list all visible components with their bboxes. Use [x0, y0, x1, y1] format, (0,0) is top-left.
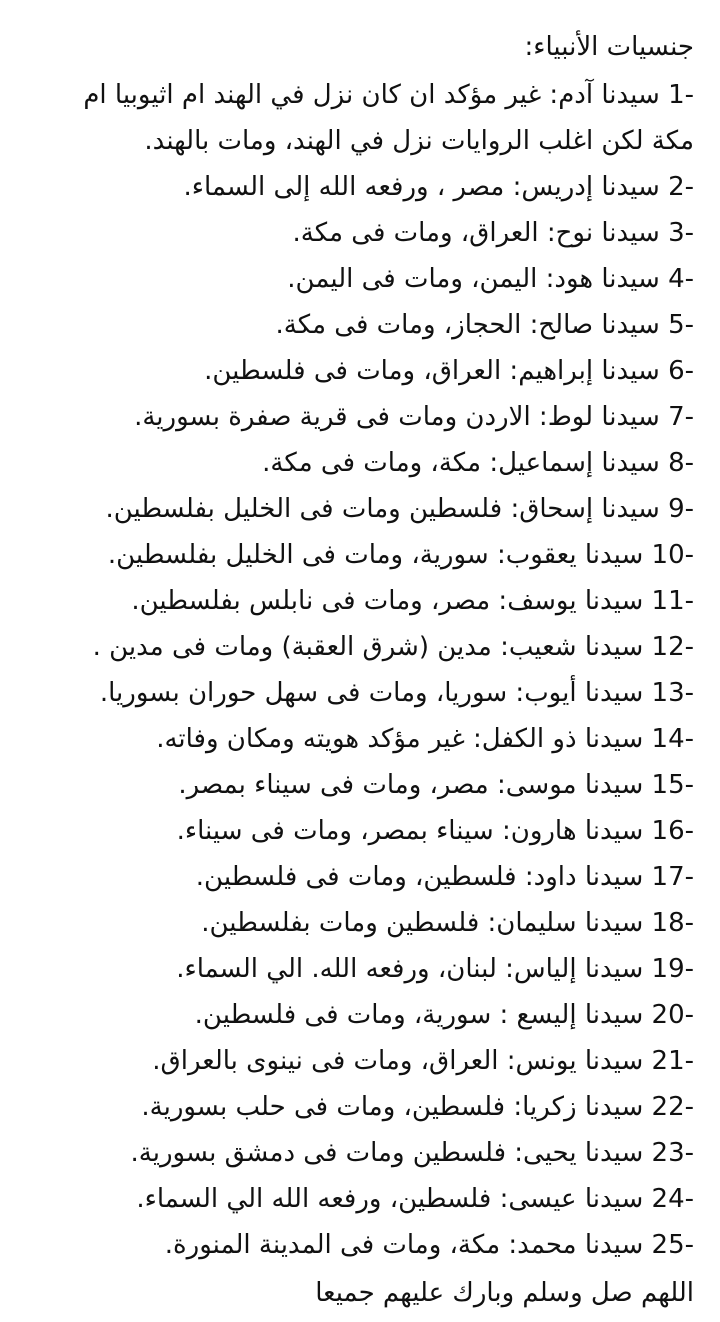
- item-text: سيدنا إدريس: مصر ، ورفعه الله إلى السماء.: [183, 172, 660, 202]
- item-number: 12-: [651, 632, 694, 662]
- closing-prayer: اللهم صل وسلم وبارك عليهم جميعا: [315, 1278, 694, 1308]
- list-item: [24, 670, 694, 716]
- item-text: سيدنا زكريا: فلسطين، ومات فى حلب بسورية.: [141, 1092, 644, 1122]
- item-number: 23-: [651, 1138, 694, 1168]
- item-number: 6-: [668, 356, 694, 386]
- list-item: [24, 256, 694, 302]
- item-number: 7-: [668, 402, 694, 432]
- list-item: [24, 302, 694, 348]
- item-text: سيدنا لوط: الاردن ومات فى قرية صفرة بسورية.: [134, 402, 660, 432]
- item-number: 18-: [651, 908, 694, 938]
- item-text: سيدنا داود: فلسطين، ومات فى فلسطين.: [195, 862, 644, 892]
- item-number: 5-: [668, 310, 694, 340]
- list-item: [24, 210, 694, 256]
- list-item: [24, 1130, 694, 1176]
- item-number: 9-: [668, 494, 694, 524]
- item-text: سيدنا هارون: سيناء بمصر، ومات فى سيناء.: [176, 816, 644, 846]
- item-number: 11-: [651, 586, 694, 616]
- list-item: [24, 900, 694, 946]
- item-text: سيدنا سليمان: فلسطين ومات بفلسطين.: [201, 908, 644, 938]
- item-number: 24-: [651, 1184, 694, 1214]
- item-text: سيدنا نوح: العراق، ومات فى مكة.: [292, 218, 660, 248]
- list-item: [24, 578, 694, 624]
- item-text: سيدنا يوسف: مصر، ومات فى نابلس بفلسطين.: [131, 586, 644, 616]
- item-text: سيدنا إبراهيم: العراق، ومات فى فلسطين.: [204, 356, 660, 386]
- list-item: [24, 440, 694, 486]
- item-number: 1-: [668, 80, 694, 110]
- item-text: سيدنا ذو الكفل: غير مؤكد هويته ومكان وفاته.: [156, 724, 644, 754]
- list-item: [24, 808, 694, 854]
- list-item: [24, 854, 694, 900]
- list-item: [24, 1084, 694, 1130]
- item-text: سيدنا إسحاق: فلسطين ومات فى الخليل بفلسطين.: [105, 494, 660, 524]
- list-item: [24, 72, 694, 164]
- item-number: 10-: [651, 540, 694, 570]
- item-number: 22-: [651, 1092, 694, 1122]
- item-number: 16-: [651, 816, 694, 846]
- list-item: [24, 716, 694, 762]
- item-text: سيدنا عيسى: فلسطين، ورفعه الله الي السماء.: [136, 1184, 644, 1214]
- item-text: سيدنا أيوب: سوريا، ومات فى سهل حوران بسوريا.: [99, 678, 644, 708]
- list-item: [24, 486, 694, 532]
- item-text: سيدنا إليسع : سورية، ومات فى فلسطين.: [194, 1000, 644, 1030]
- list-item: [24, 1038, 694, 1084]
- item-text: سيدنا إلياس: لبنان، ورفعه الله. الي السماء.: [176, 954, 644, 984]
- list-item: [24, 624, 694, 670]
- item-text: سيدنا آدم: غير مؤكد ان كان نزل في الهند ام اثيوبيا ام: [83, 80, 660, 110]
- list-item: [24, 532, 694, 578]
- item-number: 19-: [651, 954, 694, 984]
- list-item: [24, 1222, 694, 1268]
- item-text: سيدنا إسماعيل: مكة، ومات فى مكة.: [262, 448, 660, 478]
- item-number: 17-: [651, 862, 694, 892]
- item-number: 20-: [651, 1000, 694, 1030]
- list-item: [24, 992, 694, 1038]
- item-text: سيدنا يحيى: فلسطين ومات فى دمشق بسورية.: [130, 1138, 644, 1168]
- item-number: 8-: [668, 448, 694, 478]
- page-title: جنسيات الأنبياء:: [524, 32, 694, 62]
- item-number: 14-: [651, 724, 694, 754]
- list-item: [24, 348, 694, 394]
- item-number: 2-: [668, 172, 694, 202]
- list-item: [24, 164, 694, 210]
- item-text: سيدنا شعيب: مدين (شرق العقبة) ومات فى مدين .: [92, 632, 644, 662]
- item-number: 4-: [668, 264, 694, 294]
- item-number: 15-: [651, 770, 694, 800]
- list-item: [24, 762, 694, 808]
- item-text: سيدنا محمد: مكة، ومات فى المدينة المنورة.: [164, 1230, 644, 1260]
- list-item: [24, 946, 694, 992]
- item-text: سيدنا يعقوب: سورية، ومات فى الخليل بفلسطين.: [107, 540, 644, 570]
- item-number: 13-: [651, 678, 694, 708]
- item-text: سيدنا موسى: مصر، ومات فى سيناء بمصر.: [178, 770, 644, 800]
- item-number: 3-: [668, 218, 694, 248]
- item-text: سيدنا هود: اليمن، ومات فى اليمن.: [287, 264, 660, 294]
- item-text-continued: مكة لكن اغلب الروايات نزل في الهند، ومات بالهند.: [144, 126, 694, 156]
- item-number: 21-: [651, 1046, 694, 1076]
- item-number: 25-: [651, 1230, 694, 1260]
- item-text: سيدنا صالح: الحجاز، ومات فى مكة.: [275, 310, 660, 340]
- list-item: [24, 1176, 694, 1222]
- item-text: سيدنا يونس: العراق، ومات فى نينوى بالعراق.: [152, 1046, 644, 1076]
- list-item: [24, 394, 694, 440]
